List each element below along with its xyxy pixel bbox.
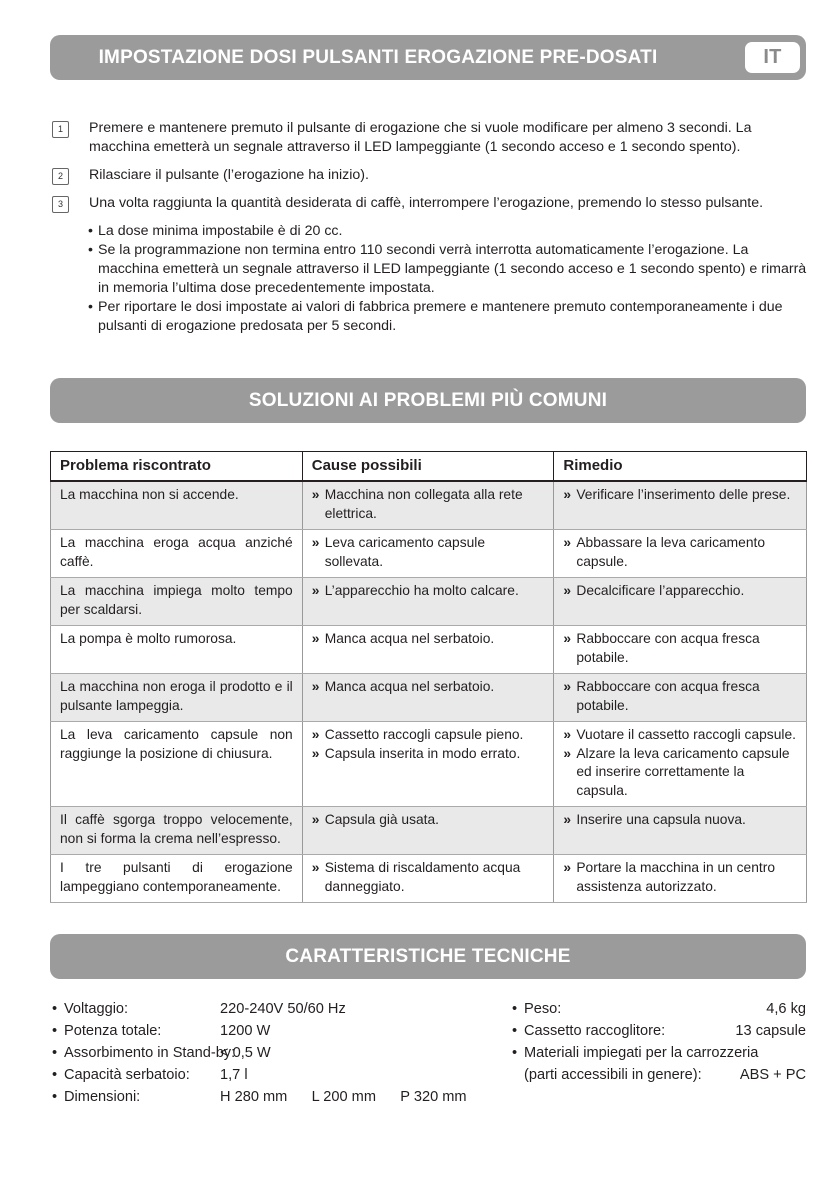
step-number: 1 xyxy=(52,121,69,138)
remedy-item: » Decalcificare l’apparecchio. xyxy=(563,582,797,601)
spec-row xyxy=(52,998,472,1020)
section-header-dose-settings xyxy=(50,35,806,80)
cause-item: » Sistema di riscaldamento acqua danneggiato. xyxy=(312,859,545,896)
cause-item: » L’apparecchio ha molto calcare. xyxy=(312,582,545,601)
remedy-item: » Verificare l’inserimento delle prese. xyxy=(563,486,797,505)
remedy-item: » Alzare la leva caricamento capsule ed inserire correttamente la capsula. xyxy=(563,745,797,801)
spec-value: 13 capsule xyxy=(735,1023,806,1039)
spec-row xyxy=(512,1020,806,1042)
spec-row xyxy=(512,1064,806,1086)
section-title: SOLUZIONI AI PROBLEMI PIÙ COMUNI xyxy=(248,389,608,411)
spec-value: ABS + PC xyxy=(739,1067,806,1083)
spec-label: • Materiali impiegati per la carrozzeria xyxy=(524,1042,758,1064)
cause-item: » Capsula inserita in modo errato. xyxy=(312,745,545,764)
table-row xyxy=(51,674,807,722)
causes-cell xyxy=(302,855,554,903)
spec-row xyxy=(52,1020,472,1042)
spec-label: (parti accessibili in genere): xyxy=(524,1067,702,1083)
remedy-item: » Abbassare la leva caricamento capsule. xyxy=(563,534,797,571)
table-row xyxy=(51,626,807,674)
spec-label: • Assorbimento in Stand-by: xyxy=(64,1042,235,1064)
problem-cell: La pompa è molto rumorosa. xyxy=(51,626,303,674)
spec-value: 1200 W xyxy=(220,1023,271,1039)
spec-value: H 280 mm L 200 mm P 320 mm xyxy=(220,1089,467,1105)
cause-item: » Manca acqua nel serbatoio. xyxy=(312,678,545,697)
step-text: Una volta raggiunta la quantità desiderata di caffè, interrompere l’erogazione, premendo lo stesso pulsante. xyxy=(89,195,764,211)
causes-cell xyxy=(302,578,554,626)
causes-cell xyxy=(302,674,554,722)
note-item: • Per riportare le dosi impostate ai valori di fabbrica premere e mantenere premuto contemporaneamente i due pulsanti di erogazione predosata per 5 secondi. xyxy=(88,298,808,336)
spec-label: • Voltaggio: xyxy=(64,998,128,1020)
remedy-item: » Rabboccare con acqua fresca potabile. xyxy=(563,678,797,715)
cause-item: » Leva caricamento capsule sollevata. xyxy=(312,534,545,571)
table-row xyxy=(51,530,807,578)
section-title: IMPOSTAZIONE DOSI PULSANTI EROGAZIONE PRE-DOSATI xyxy=(98,46,658,68)
spec-label: • Potenza totale: xyxy=(64,1020,161,1042)
remedy-item: » Vuotare il cassetto raccogli capsule. xyxy=(563,726,797,745)
remedy-item: » Rabboccare con acqua fresca potabile. xyxy=(563,630,797,667)
step-text: Rilasciare il pulsante (l’erogazione ha inizio). xyxy=(89,167,369,183)
cause-item: » Cassetto raccogli capsule pieno. xyxy=(312,726,545,745)
remedies-cell xyxy=(554,530,807,578)
causes-cell xyxy=(302,481,554,530)
causes-cell xyxy=(302,530,554,578)
section-title: CARATTERISTICHE TECNICHE xyxy=(285,945,571,967)
spec-value: 1,7 l xyxy=(220,1067,248,1083)
spec-value: < 0,5 W xyxy=(220,1045,271,1061)
spec-row xyxy=(52,1064,472,1086)
causes-cell xyxy=(302,626,554,674)
spec-label: • Capacità serbatoio: xyxy=(64,1064,190,1086)
causes-cell xyxy=(302,807,554,855)
table-row xyxy=(51,578,807,626)
cause-item: » Manca acqua nel serbatoio. xyxy=(312,630,545,649)
section-header-specs xyxy=(50,934,806,979)
step-text: Premere e mantenere premuto il pulsante di erogazione che si vuole modificare per almeno 3 secondi. La macchina emetterà un segnale attraverso il LED lampeggiante (1 secondo acceso e 1 secondo spento). xyxy=(89,120,752,155)
problem-cell: La macchina eroga acqua anziché caffè. xyxy=(51,530,303,578)
spec-label: • Dimensioni: xyxy=(64,1086,140,1108)
causes-cell xyxy=(302,722,554,807)
spec-row xyxy=(52,1042,472,1064)
column-header: Cause possibili xyxy=(302,452,554,482)
remedy-item: » Inserire una capsula nuova. xyxy=(563,811,797,830)
remedies-cell xyxy=(554,722,807,807)
spec-row xyxy=(52,1086,472,1108)
step-3 xyxy=(52,194,807,213)
specs-left-list xyxy=(52,998,472,1108)
problem-cell: La macchina impiega molto tempo per scaldarsi. xyxy=(51,578,303,626)
cause-item: » Macchina non collegata alla rete elettrica. xyxy=(312,486,545,523)
spec-value: 220-240V 50/60 Hz xyxy=(220,1001,346,1017)
specs-right-list xyxy=(512,998,806,1086)
cause-item: » Capsula già usata. xyxy=(312,811,545,830)
column-header: Rimedio xyxy=(554,452,807,482)
problem-cell: La leva caricamento capsule non raggiunge la posizione di chiusura. xyxy=(51,722,303,807)
problem-cell: Il caffè sgorga troppo velocemente, non si forma la crema nell’espresso. xyxy=(51,807,303,855)
spec-label: • Peso: xyxy=(524,998,561,1020)
remedies-cell xyxy=(554,578,807,626)
table-row xyxy=(51,481,807,530)
notes-list xyxy=(88,222,808,336)
remedies-cell xyxy=(554,626,807,674)
table-row xyxy=(51,855,807,903)
step-2 xyxy=(52,166,807,185)
spec-label: • Cassetto raccoglitore: xyxy=(524,1020,665,1042)
language-badge: IT xyxy=(745,42,800,73)
table-header-row xyxy=(51,452,807,482)
section-header-troubleshooting xyxy=(50,378,806,423)
note-item: • Se la programmazione non termina entro 110 secondi verrà interrotta automaticamente l’erogazione. La macchina emetterà un segnale attraverso il LED lampeggiante (1 secondo acceso e 1 secondo spento) e rimarrà in memoria l’ultima dose precedentemente impostata. xyxy=(88,241,808,298)
note-item: • La dose minima impostabile è di 20 cc. xyxy=(88,222,808,241)
column-header: Problema riscontrato xyxy=(51,452,303,482)
step-number: 3 xyxy=(52,196,69,213)
step-1 xyxy=(52,119,807,157)
problem-cell: I tre pulsanti di erogazione lampeggiano contemporaneamente. xyxy=(51,855,303,903)
remedies-cell xyxy=(554,481,807,530)
spec-row xyxy=(512,1042,806,1064)
table-row xyxy=(51,722,807,807)
troubleshooting-table xyxy=(50,451,807,903)
problem-cell: La macchina non eroga il prodotto e il pulsante lampeggia. xyxy=(51,674,303,722)
problem-cell: La macchina non si accende. xyxy=(51,481,303,530)
remedies-cell xyxy=(554,674,807,722)
step-number: 2 xyxy=(52,168,69,185)
remedies-cell xyxy=(554,855,807,903)
table-row xyxy=(51,807,807,855)
remedies-cell xyxy=(554,807,807,855)
spec-value: 4,6 kg xyxy=(766,1001,806,1017)
spec-row xyxy=(512,998,806,1020)
remedy-item: » Portare la macchina in un centro assistenza autorizzato. xyxy=(563,859,797,896)
